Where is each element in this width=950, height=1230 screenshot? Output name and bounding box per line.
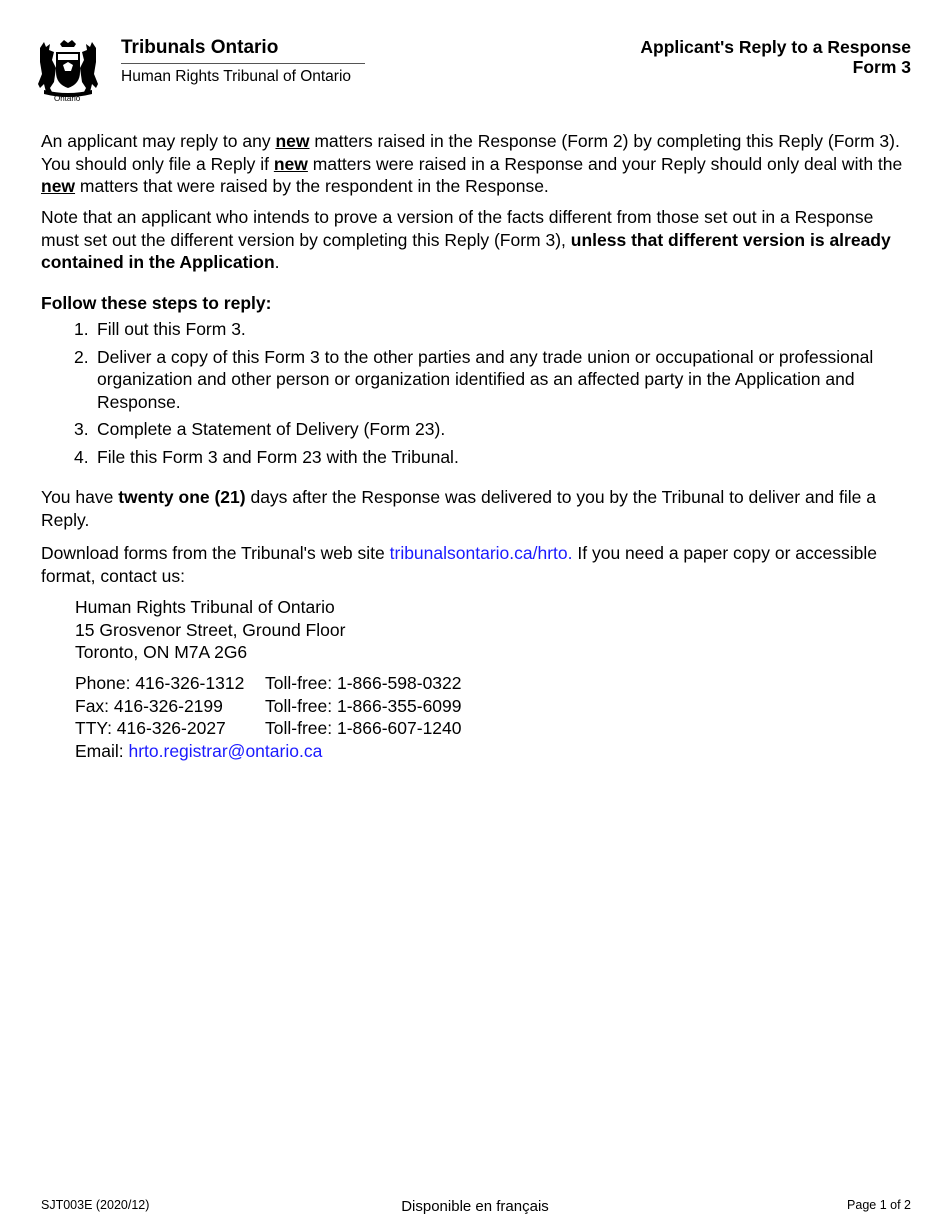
tty-tollfree: Toll-free: 1-866-607-1240 (265, 718, 462, 738)
download-paragraph (41, 542, 911, 587)
org-name: Tribunals Ontario (121, 37, 279, 58)
form-number: Form 3 (852, 57, 911, 77)
website-link[interactable]: tribunalsontario.ca/hrto. (389, 543, 573, 563)
emphasis-new: new (41, 176, 76, 196)
intro-text: An applicant may reply to any (41, 131, 276, 151)
intro-text: matters that were raised by the respondent in the Response. (75, 176, 549, 196)
address-line: 15 Grosvenor Street, Ground Floor (75, 619, 346, 640)
tty-row (75, 717, 462, 740)
list-item (74, 346, 904, 414)
step-number: 4. (74, 446, 89, 467)
phone-tollfree: Toll-free: 1-866-598-0322 (265, 673, 462, 693)
email-label: Email: (75, 740, 129, 761)
form-code: SJT003E (2020/12) (41, 1198, 150, 1212)
form-title-block (640, 37, 911, 77)
tty-local: TTY: 416-326-2027 (75, 718, 226, 738)
header-divider (121, 63, 365, 64)
step-text: Fill out this Form 3. (97, 319, 246, 339)
intro-text: . (274, 252, 280, 272)
contact-phones (75, 672, 462, 762)
deadline-text: days after the Response was delivered to you by the Tribunal to deliver and file a Reply. (41, 487, 876, 530)
download-text: Download forms from the Tribunal's web site (41, 543, 390, 563)
org-subtitle: Human Rights Tribunal of Ontario (121, 68, 352, 85)
emphasis-new: new (275, 131, 310, 151)
logo-caption: Ontario (54, 94, 81, 103)
step-text: Deliver a copy of this Form 3 to the other parties and any trade union or occupational or professional organization and other person or organization identified as an affected party in the Application and Response. (97, 346, 874, 412)
phone-local: Phone: 416-326-1312 (75, 673, 245, 693)
contact-address (75, 596, 345, 664)
list-item (74, 446, 904, 469)
address-line: Toronto, ON M7A 2G6 (75, 642, 248, 662)
step-number: 3. (74, 419, 89, 439)
intro-text: Note that an applicant who intends to prove a version of the facts different from those set out in a Response must set out the different version by completing this Reply (Form 3), (41, 207, 874, 250)
download-text: If you need a paper copy or accessible format, contact us: (41, 543, 878, 586)
deadline-paragraph (41, 486, 911, 531)
page-number: Page 1 of 2 (847, 1198, 911, 1212)
steps-list (74, 318, 904, 473)
fax-local: Fax: 416-326-2199 (75, 695, 223, 716)
intro-paragraph-2 (41, 206, 911, 274)
steps-heading: Follow these steps to reply: (41, 293, 272, 313)
intro-text: matters were raised in a Response and your Reply should only deal with the (307, 153, 903, 174)
list-item (74, 418, 904, 441)
intro-text: matters raised in the Response (Form 2) by completing this Reply (Form 3). You should only file a Reply if (41, 131, 900, 174)
email-link[interactable]: hrto.registrar@ontario.ca (128, 740, 323, 761)
intro-paragraph-1 (41, 130, 911, 198)
emphasis-new: new (273, 153, 308, 174)
step-number: 1. (74, 319, 89, 339)
fax-row (75, 695, 462, 718)
step-text: File this Form 3 and Form 23 with the Tribunal. (97, 446, 459, 467)
form-title: Applicant's Reply to a Response (640, 37, 911, 57)
step-text: Complete a Statement of Delivery (Form 23). (97, 419, 446, 439)
deadline-text: You have (41, 487, 119, 507)
list-item (74, 318, 904, 341)
address-line: Human Rights Tribunal of Ontario (75, 597, 335, 617)
french-availability: Disponible en français (401, 1198, 549, 1215)
step-number: 2. (74, 346, 89, 367)
deadline-days: twenty one (21) (118, 487, 246, 507)
intro-bold-text: unless that different version is already contained in the Application (41, 229, 891, 272)
email-row (75, 740, 462, 763)
fax-tollfree: Toll-free: 1-866-355-6099 (265, 695, 462, 716)
phone-row (75, 672, 462, 695)
